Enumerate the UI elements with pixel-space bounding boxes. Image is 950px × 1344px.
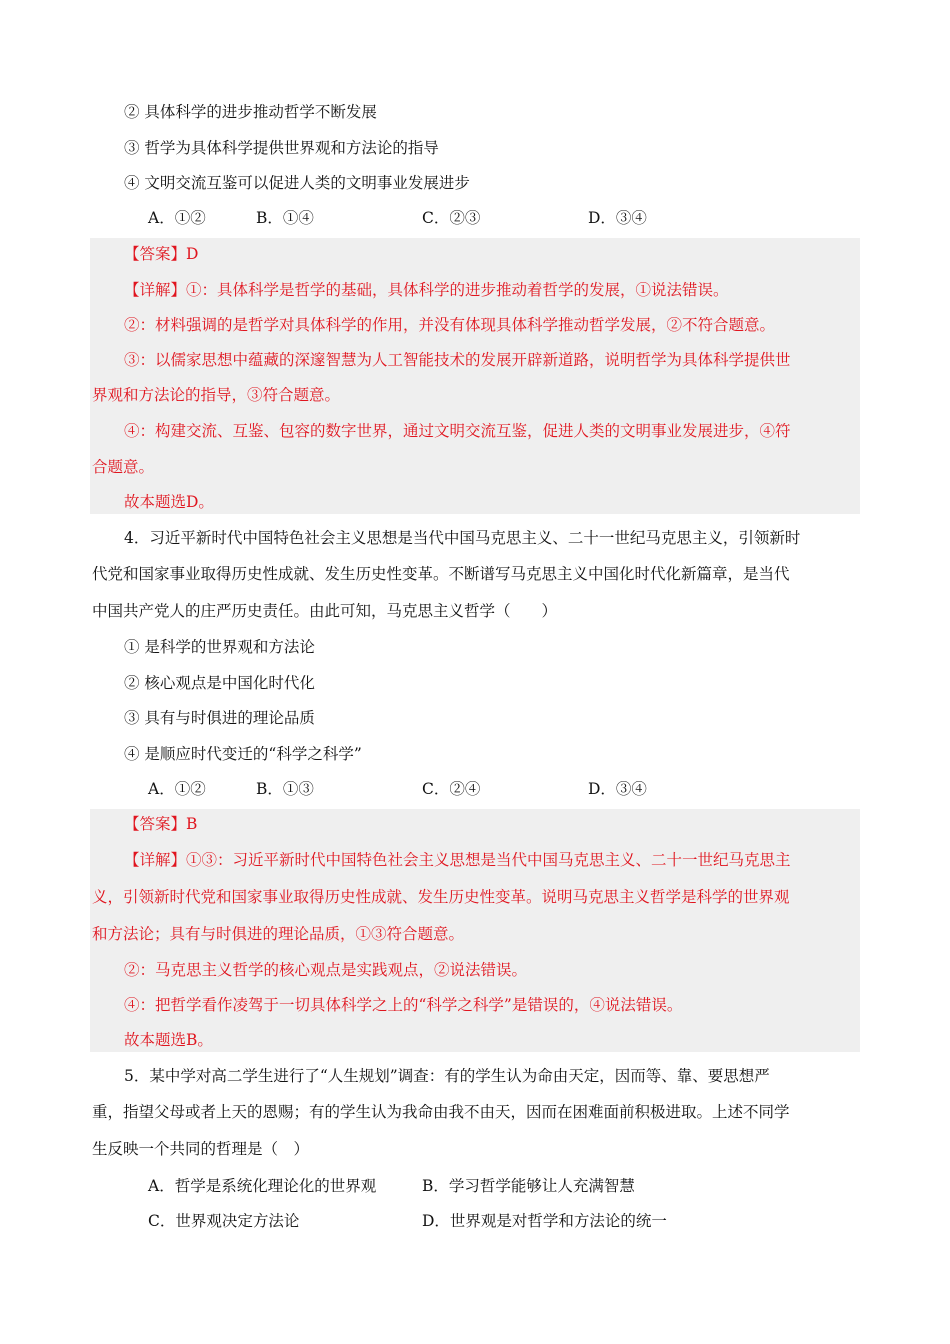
q3-item-4: ④ 文明交流互鉴可以促进人类的文明事业发展进步 <box>124 174 470 192</box>
q3-option-d: D．③④ <box>588 209 647 227</box>
q3-item-2: ② 具体科学的进步推动哲学不断发展 <box>124 103 377 121</box>
q3-option-c: C．②③ <box>422 209 481 227</box>
q4-explain-2: ②：马克思主义哲学的核心观点是实践观点，②说法错误。 <box>124 961 528 979</box>
q3-explain-3-cont: 界观和方法论的指导，③符合题意。 <box>92 386 341 404</box>
q4-item-1: ① 是科学的世界观和方法论 <box>124 638 315 656</box>
q3-explain-1: 【详解】①：具体科学是哲学的基础，具体科学的进步推动着哲学的发展，①说法错误。 <box>124 281 729 299</box>
q4-item-4: ④ 是顺应时代变迁的“科学之科学” <box>124 745 362 763</box>
q4-option-a: A．①② <box>148 780 206 798</box>
q5-option-a: A．哲学是系统化理论化的世界观 <box>148 1177 377 1195</box>
q3-explain-4: ④：构建交流、互鉴、包容的数字世界，通过文明交流互鉴，促进人类的文明事业发展进步，④符 <box>124 422 791 440</box>
q4-item-2: ② 核心观点是中国化时代化 <box>124 674 315 692</box>
q5-stem-3: 生反映一个共同的哲理是（ ） <box>92 1140 310 1158</box>
q4-conclusion: 故本题选B。 <box>124 1031 213 1049</box>
q5-stem-1: 5．某中学对高二学生进行了“人生规划”调查：有的学生认为命由天定，因而等、靠、要思想严 <box>124 1067 770 1085</box>
q4-item-3: ③ 具有与时俱进的理论品质 <box>124 709 315 727</box>
q4-explain-1-cont2: 和方法论；具有与时俱进的理论品质，①③符合题意。 <box>92 925 465 943</box>
q4-answer: 【答案】B <box>124 815 198 833</box>
q5-stem-2: 重，指望父母或者上天的恩赐；有的学生认为我命由我不由天，因而在困难面前积极进取。上述不同学 <box>92 1103 790 1121</box>
q4-option-b: B．①③ <box>256 780 314 798</box>
q4-explain-1: 【详解】①③：习近平新时代中国特色社会主义思想是当代中国马克思主义、二十一世纪马克思主 <box>124 851 791 869</box>
q4-option-c: C．②④ <box>422 780 481 798</box>
q3-conclusion: 故本题选D。 <box>124 493 214 511</box>
q3-explain-4-cont: 合题意。 <box>92 458 155 476</box>
q4-option-d: D．③④ <box>588 780 647 798</box>
q3-explain-2: ②：材料强调的是哲学对具体科学的作用，并没有体现具体科学推动哲学发展，②不符合题意。 <box>124 316 776 334</box>
q4-stem-2: 代党和国家事业取得历史性成就、发生历史性变革。不断谱写马克思主义中国化时代化新篇章，是当代 <box>92 565 790 583</box>
q3-answer: 【答案】D <box>124 245 199 263</box>
q3-option-a: A．①② <box>148 209 206 227</box>
q4-explain-3: ④：把哲学看作凌驾于一切具体科学之上的“科学之科学”是错误的，④说法错误。 <box>124 996 683 1014</box>
q3-explain-3: ③：以儒家思想中蕴藏的深邃智慧为人工智能技术的发展开辟新道路，说明哲学为具体科学提供世 <box>124 351 791 369</box>
q5-option-d: D．世界观是对哲学和方法论的统一 <box>422 1212 667 1230</box>
q4-explain-1-cont: 义，引领新时代党和国家事业取得历史性成就、发生历史性变革。说明马克思主义哲学是科学的世界观 <box>92 888 790 906</box>
q4-stem-3: 中国共产党人的庄严历史责任。由此可知，马克思主义哲学（ ） <box>92 602 558 620</box>
q4-stem-1: 4．习近平新时代中国特色社会主义思想是当代中国马克思主义、二十一世纪马克思主义，引领新时 <box>124 529 801 547</box>
q3-item-3: ③ 哲学为具体科学提供世界观和方法论的指导 <box>124 139 439 157</box>
q5-option-c: C．世界观决定方法论 <box>148 1212 300 1230</box>
q3-option-b: B．①④ <box>256 209 314 227</box>
q5-option-b: B．学习哲学能够让人充满智慧 <box>422 1177 635 1195</box>
